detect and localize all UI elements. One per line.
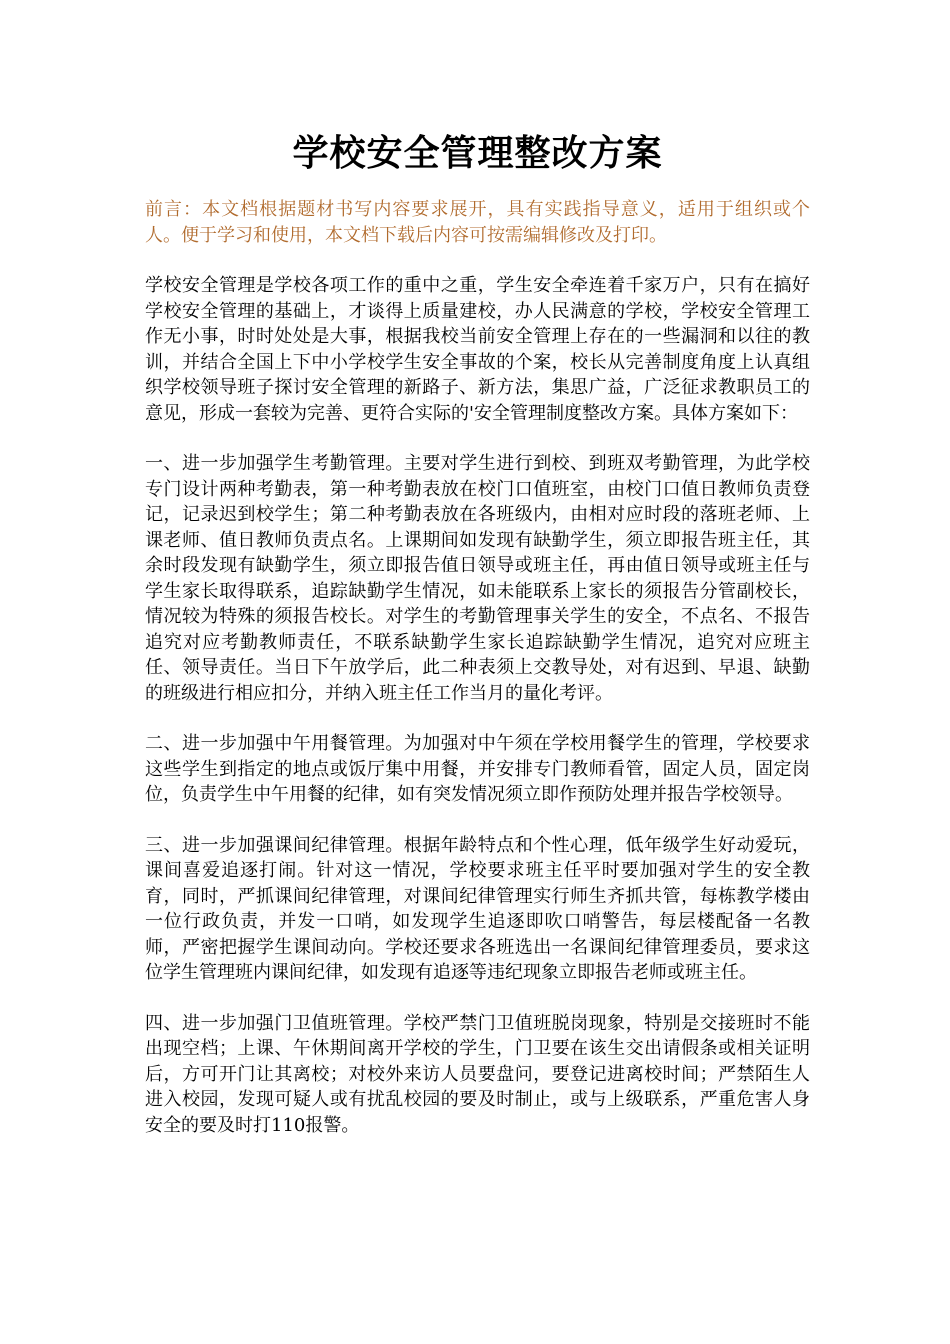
paragraph-intro: 学校安全管理是学校各项工作的重中之重，学生安全牵连着千家万户，只有在搞好学校安全管理的基础上，才谈得上质量建校，办人民满意的学校，学校安全管理工作无小事，时时处处是大事，根据我校当前安全管理上存在的一些漏洞和以往的教训，并结合全国上下中小学校学生安全事故的个案，校长从完善制度角度上认真组织学校领导班子探讨安全管理的新路子、新方法，集思广益，广泛征求教职员工的意见，形成一套较为完善、更符合实际的'安全管理制度整改方案。具体方案如下：: [145, 275, 810, 424]
document-body: [145, 128, 810, 1138]
paragraph-lunch: 二、进一步加强中午用餐管理。为加强对中午须在学校用餐学生的管理，学校要求这些学生到指定的地点或饭厅集中用餐，并安排专门教师看管，固定人员，固定岗位，负责学生中午用餐的纪律，如有突发情况须立即作预防处理并报告学校领导。: [145, 733, 810, 805]
preface-note: 前言：本文档根据题材书写内容要求展开，具有实践指导意义，适用于组织或个人。便于学习和使用，本文档下载后内容可按需编辑修改及打印。: [145, 199, 810, 246]
paragraph-recess: 三、进一步加强课间纪律管理。根据年龄特点和个性心理，低年级学生好动爱玩，课间喜爱追逐打闹。针对这一情况，学校要求班主任平时要加强对学生的安全教育，同时，严抓课间纪律管理，对课间纪律管理实行师生齐抓共管，每栋教学楼由一位行政负责，并发一口哨，如发现学生追逐即吹口哨警告，每层楼配备一名教师，严密把握学生课间动向。学校还要求各班选出一名课间纪律管理委员，要求这位学生管理班内课间纪律，如发现有追逐等违纪现象立即报告老师或班主任。: [145, 834, 810, 983]
paragraph-attendance: 一、进一步加强学生考勤管理。主要对学生进行到校、到班双考勤管理，为此学校专门设计两种考勤表，第一种考勤表放在校门口值班室，由校门口值日教师负责登记，记录迟到校学生；第二种考勤表放在各班级内，由相对应时段的落班老师、上课老师、值日教师负责点名。上课期间如发现有缺勤学生，须立即报告班主任，其余时段发现有缺勤学生，须立即报告值日领导或班主任，再由值日领导或班主任与学生家长取得联系，追踪缺勤学生情况，如未能联系上家长的须报告分管副校长，情况较为特殊的须报告校长。对学生的考勤管理事关学生的安全，不点名、不报告追究对应考勤教师责任，不联系缺勤学生家长追踪缺勤学生情况，追究对应班主任、领导责任。当日下午放学后，此二种表须上交教导处，对有迟到、早退、缺勤的班级进行相应扣分，并纳入班主任工作当月的量化考评。: [145, 453, 810, 704]
paragraph-guard: 四、进一步加强门卫值班管理。学校严禁门卫值班脱岗现象，特别是交接班时不能出现空档；上课、午休期间离开学校的学生，门卫要在该生交出请假条或相关证明后，方可开门让其离校；对校外来访人员要盘问，要登记进离校时间；严禁陌生人进入校园，发现可疑人或有扰乱校园的要及时制止，或与上级联系，严重危害人身安全的要及时打110报警。: [145, 1012, 810, 1136]
document-title: 学校安全管理整改方案: [292, 132, 663, 174]
